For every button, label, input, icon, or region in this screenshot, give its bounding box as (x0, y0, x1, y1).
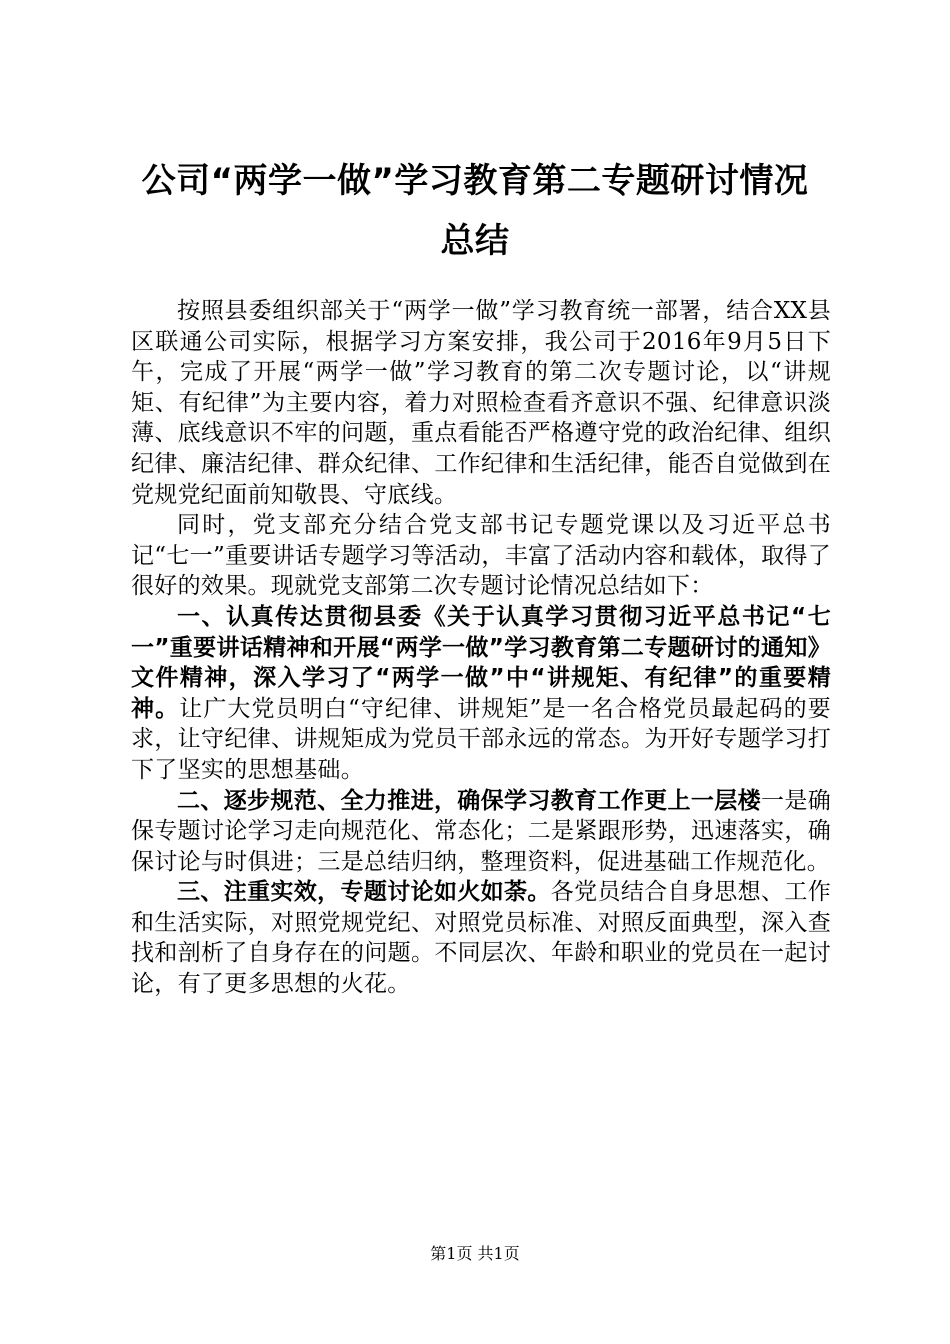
document-body (131, 296, 831, 1000)
section-three-heading: 三、注重实效，专题讨论如火如荼。 (177, 879, 551, 906)
paragraph-text: 同时，党支部充分结合党支部书记专题党课以及习近平总书记“七一”重要讲话专题学习等活动，丰富了活动内容和载体，取得了很好的效果。现就党支部第二次专题讨论情况总结如下： (131, 512, 831, 600)
section-two-heading: 二、逐步规范、全力推进，确保学习教育工作更上一层楼 (177, 787, 761, 814)
section-one (131, 602, 831, 786)
document-title-line-1: 公司“两学一做”学习教育第二专题研讨情况 (141, 161, 809, 201)
paragraph-text: 按照县委组织部关于“两学一做”学习教育统一部署，结合XX县区联通公司实际，根据学习方案安排，我公司于2016年9月5日下午，完成了开展“两学一做”学习教育的第二次专题讨论，以“讲规矩、有纪律”为主要内容，着力对照检查看齐意识不强、纪律意识淡薄、底线意识不牢的问题，重点看能否严格遵守党的政治纪律、组织纪律、廉洁纪律、群众纪律、工作纪律和生活纪律，能否自觉做到在党规党纪面前知敬畏、守底线。 (131, 298, 831, 508)
section-two (131, 786, 831, 878)
paragraph-context (131, 510, 831, 602)
section-three (131, 877, 831, 999)
paragraph-intro (131, 296, 831, 510)
document-title-line-2: 总结 (440, 221, 510, 261)
section-two-text: 一是确保专题讨论学习走向规范化、常态化；二是紧跟形势，迅速落实，确保讨论与时俱进；三是总结归纳，整理资料，促进基础工作规范化。 (131, 787, 832, 875)
section-one-text: 让广大党员明白“守纪律、讲规矩”是一名合格党员最起码的要求，让守纪律、讲规矩成为党员干部永远的常态。为开好专题学习打下了坚实的思想基础。 (131, 695, 831, 783)
page-footer: 第1页 共1页 (430, 1244, 520, 1263)
section-one-heading: 一、认真传达贯彻县委《关于认真学习贯彻习近平总书记“七一”重要讲话精神和开展“两学一做”学习教育第二专题研讨的通知》文件精神，深入学习了“两学一做”中“讲规矩、有纪律”的重要精神。 (131, 603, 831, 722)
section-three-text: 各党员结合自身思想、工作和生活实际，对照党规党纪、对照党员标准、对照反面典型，深入查找和剖析了自身存在的问题。不同层次、年龄和职业的党员在一起讨论，有了更多思想的火花。 (131, 879, 831, 998)
